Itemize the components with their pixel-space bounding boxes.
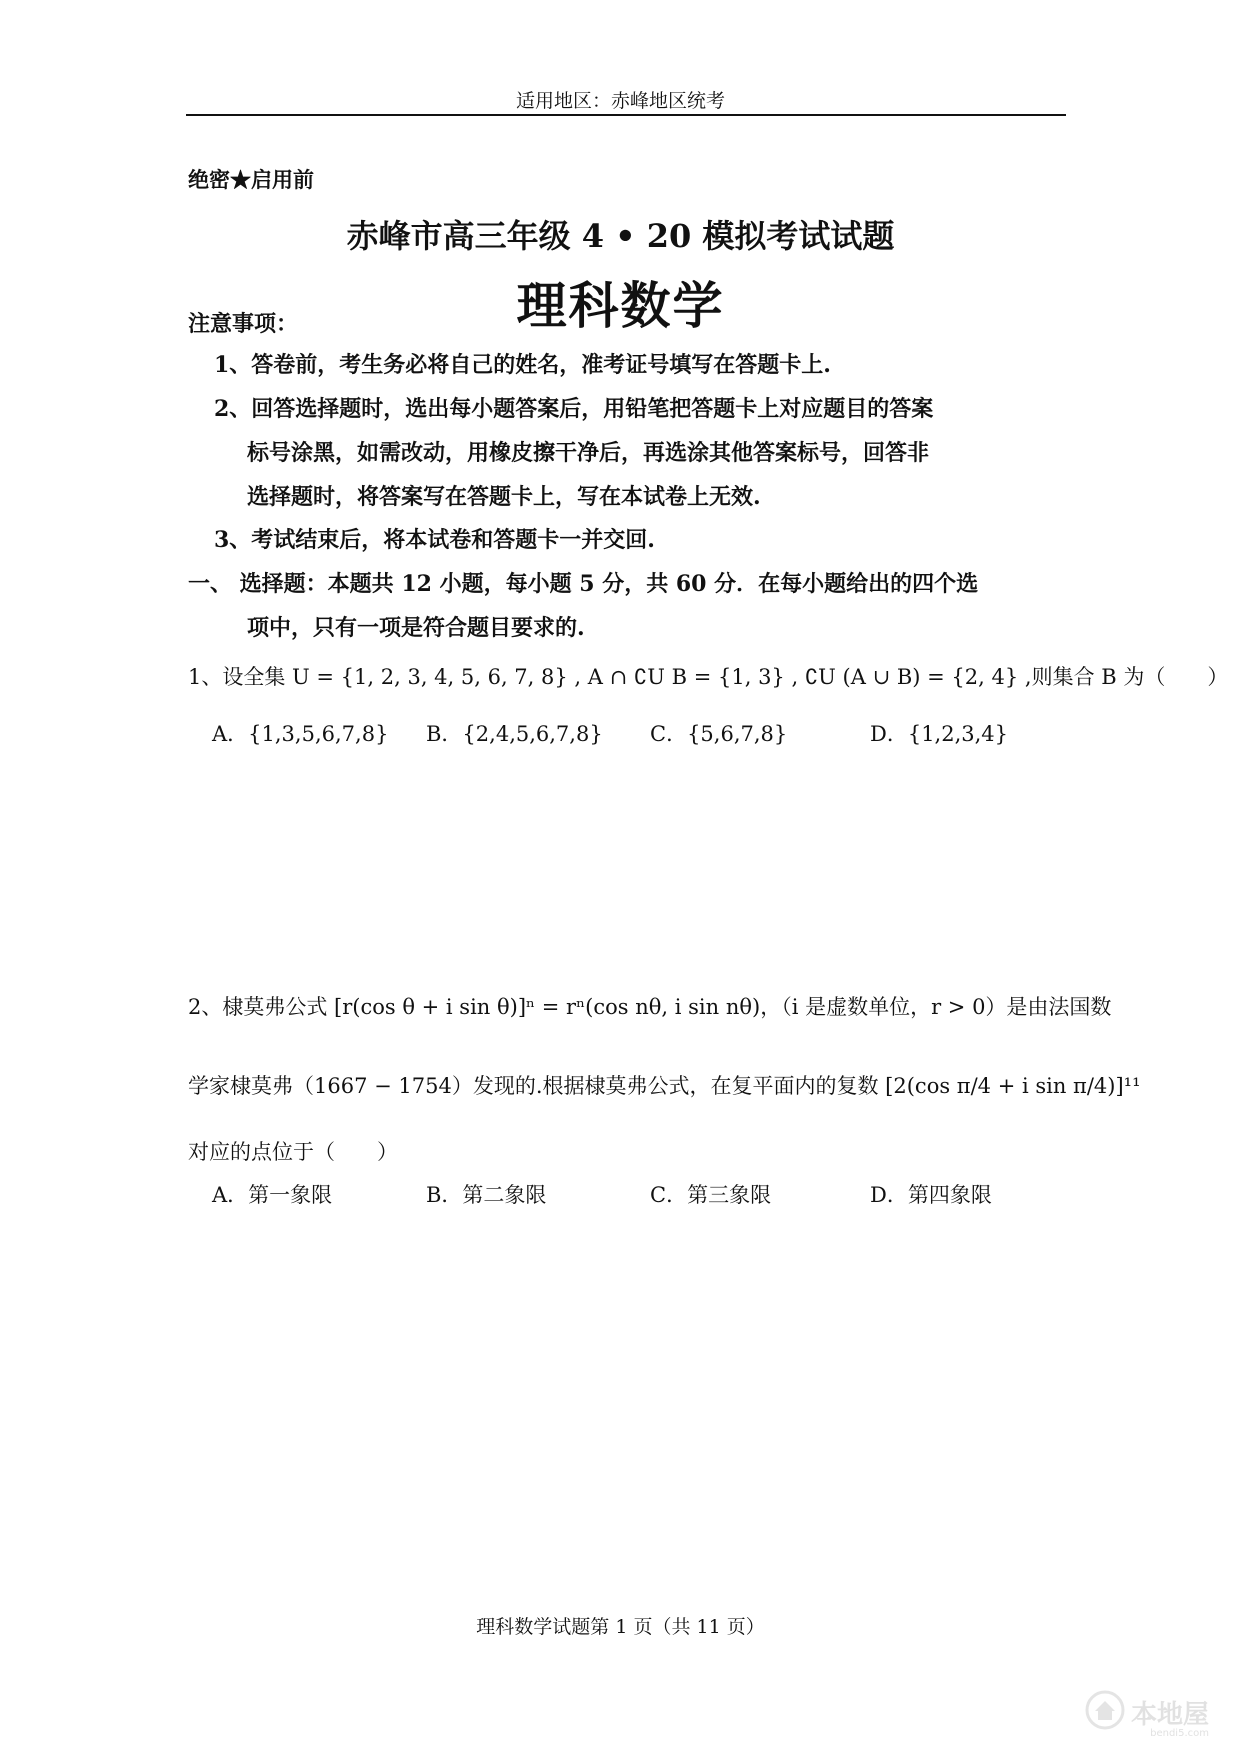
question-2-option-b: B．第二象限 <box>426 1183 547 1207</box>
question-2-option-d: D．第四象限 <box>870 1183 992 1207</box>
watermark <box>1085 1687 1213 1737</box>
header-divider <box>186 114 1066 116</box>
notice-item-2-cont-1: 标号涂黑，如需改动，用橡皮擦干净后，再选涂其他答案标号，回答非 <box>247 440 930 466</box>
question-2-stem-line-3: 对应的点位于（ ） <box>188 1140 398 1164</box>
notice-heading: 注意事项： <box>188 311 299 337</box>
notice-item-2-cont-2: 选择题时，将答案写在答题卡上，写在本试卷上无效. <box>247 484 761 510</box>
question-1-stem: 1、设全集 U = {1, 2, 3, 4, 5, 6, 7, 8} , A ∩ ∁U B = {1, 3} , ∁U (A ∪ B) = {2, 4} ,则集合 B 为（ ） <box>188 665 1229 689</box>
subject-title: 理科数学 <box>516 276 725 335</box>
question-1-option-b: B．{2,4,5,6,7,8} <box>426 722 603 746</box>
question-1-option-a: A．{1,3,5,6,7,8} <box>212 722 389 746</box>
question-2-stem-line-1: 2、棣莫弗公式 [r(cos θ + i sin θ)]ⁿ = rⁿ(cos nθ, i sin nθ)，（i 是虚数单位，r > 0）是由法国数 <box>188 995 1112 1019</box>
question-2-option-a: A．第一象限 <box>212 1183 333 1207</box>
section-heading: 一、 选择题：本题共 12 小题，每小题 5 分，共 60 分．在每小题给出的四个选 <box>188 571 979 597</box>
page-header: 适用地区：赤峰地区统考 <box>515 90 725 112</box>
page-footer: 理科数学试题第 1 页（共 11 页） <box>476 1616 765 1638</box>
question-1-option-d: D．{1,2,3,4} <box>870 722 1009 746</box>
watermark-text: 本地屋 <box>1131 1699 1210 1730</box>
question-1-option-c: C．{5,6,7,8} <box>650 722 788 746</box>
notice-item-1: 1、答卷前，考生务必将自己的姓名，准考证号填写在答题卡上. <box>214 352 831 378</box>
house-icon <box>1085 1690 1125 1734</box>
section-heading-cont: 项中，只有一项是符合题目要求的. <box>247 615 585 641</box>
question-2-option-c: C．第三象限 <box>650 1183 772 1207</box>
notice-item-2: 2、回答选择题时，选出每小题答案后，用铅笔把答题卡上对应题目的答案 <box>214 396 934 422</box>
watermark-url: bendi5.com <box>1150 1728 1209 1739</box>
notice-item-3: 3、考试结束后，将本试卷和答题卡一并交回. <box>214 527 655 553</box>
question-2-stem-line-2: 学家棣莫弗（1667 − 1754）发现的.根据棣莫弗公式，在复平面内的复数 [2(cos π/4 + i sin π/4)]¹¹ <box>188 1074 1141 1098</box>
secret-mark: 绝密★启用前 <box>188 167 314 192</box>
exam-title: 赤峰市高三年级 4 • 20 模拟考试试题 <box>346 217 895 255</box>
